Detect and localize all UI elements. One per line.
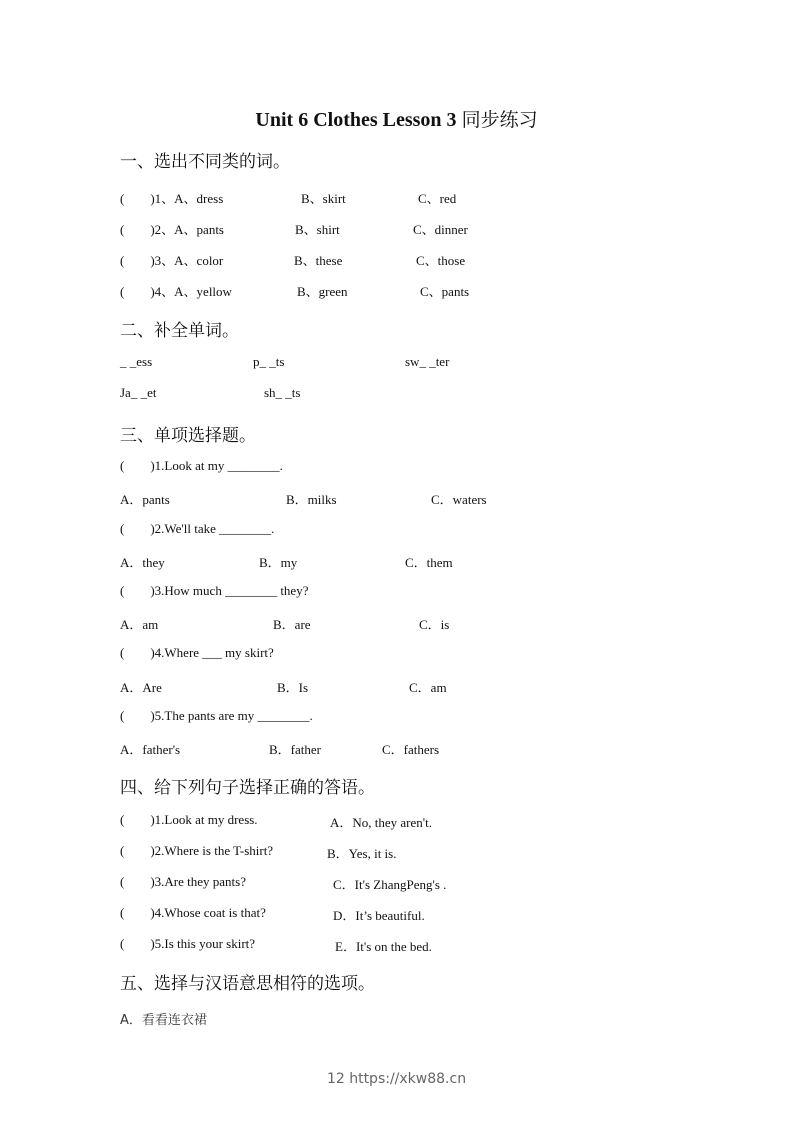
s4-ans-b: B．Yes, it is. <box>327 846 397 861</box>
s4-q1: ( )1.Look at my dress. <box>120 812 258 827</box>
s4-q4: ( )4.Whose coat is that? <box>120 905 266 920</box>
s3-q4: ( )4.Where ___ my skirt? <box>120 645 274 660</box>
s1-row4-c: C、pants <box>420 284 470 299</box>
s3-q3-a: A．am <box>120 617 159 632</box>
section-1-heading: 一、选出不同类的词。 <box>120 152 290 172</box>
s1-row1-a: ( )1、A、dress <box>120 191 224 206</box>
s3-q2-b: B．my <box>259 555 298 570</box>
s1-row2-c: C、dinner <box>413 222 468 237</box>
s3-q1-a: A．pants <box>120 492 170 507</box>
s3-q5: ( )5.The pants are my ________. <box>120 708 313 723</box>
s3-q3: ( )3.How much ________ they? <box>120 583 309 598</box>
s4-q5: ( )5.Is this your skirt? <box>120 936 256 951</box>
s4-ans-e: E．It's on the bed. <box>335 939 432 954</box>
s1-row3-b: B、these <box>294 253 343 268</box>
s3-q3-b: B．are <box>273 617 311 632</box>
s3-q5-a: A．father's <box>120 742 181 757</box>
s4-q3: ( )3.Are they pants? <box>120 874 246 889</box>
page-footer: 12 https://xkw88.cn <box>326 1071 467 1087</box>
s1-row3-c: C、those <box>416 253 466 268</box>
section-4-heading: 四、给下列句子选择正确的答语。 <box>120 778 375 798</box>
s2-word4: Ja_ _et <box>120 385 157 400</box>
s3-q2-c: C．them <box>405 555 453 570</box>
s1-row2-b: B、shirt <box>295 222 340 237</box>
s1-row1-c: C、red <box>418 191 457 206</box>
s3-q3-c: C．is <box>419 617 450 632</box>
section-5-heading: 五、选择与汉语意思相符的选项。 <box>120 974 375 994</box>
s5-option-a: A．看看连衣裙 <box>120 1013 207 1028</box>
s2-word3: sw_ _ter <box>405 354 450 369</box>
s1-row4-a: ( )4、A、yellow <box>120 284 232 299</box>
s4-ans-c: C．It's ZhangPeng's . <box>333 877 447 892</box>
section-2-heading: 二、补全单词。 <box>120 321 239 341</box>
s3-q4-c: C．am <box>409 680 447 695</box>
s4-q2: ( )2.Where is the T-shirt? <box>120 843 274 858</box>
section-3-heading: 三、单项选择题。 <box>120 426 256 446</box>
s3-q1-c: C．waters <box>431 492 487 507</box>
s3-q5-b: B．father <box>269 742 321 757</box>
s3-q2-a: A．they <box>120 555 165 570</box>
s2-word1: _ _ess <box>120 354 153 369</box>
s3-q1: ( )1.Look at my ________. <box>120 458 283 473</box>
s3-q5-c: C．fathers <box>382 742 440 757</box>
s3-q1-b: B．milks <box>286 492 337 507</box>
s1-row4-b: B、green <box>297 284 348 299</box>
page-title: Unit 6 Clothes Lesson 3 同步练习 <box>255 109 538 131</box>
s3-q4-a: A．Are <box>120 680 162 695</box>
s3-q2: ( )2.We'll take ________. <box>120 521 275 536</box>
s2-word2: p_ _ts <box>253 354 285 369</box>
s3-q4-b: B．Is <box>277 680 309 695</box>
s1-row1-b: B、skirt <box>301 191 346 206</box>
s4-ans-a: A．No, they aren't. <box>330 815 432 830</box>
s2-word5: sh_ _ts <box>264 385 301 400</box>
s4-ans-d: D．It’s beautiful. <box>333 908 425 923</box>
s1-row3-a: ( )3、A、color <box>120 253 224 268</box>
s1-row2-a: ( )2、A、pants <box>120 222 224 237</box>
